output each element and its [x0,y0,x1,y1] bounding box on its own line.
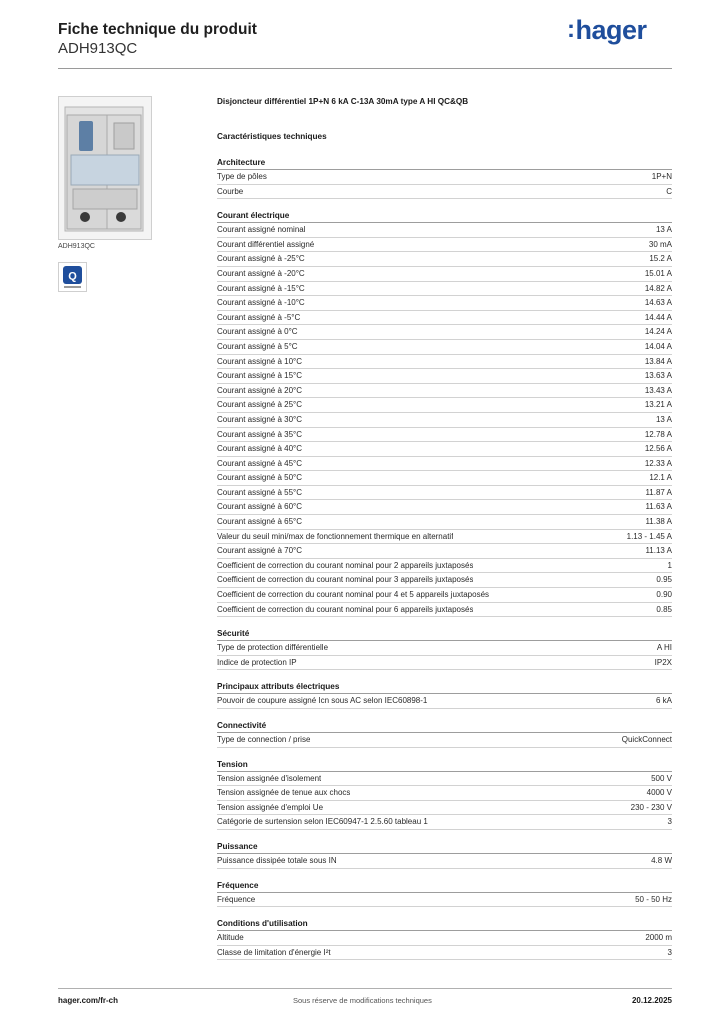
spec-label: Coefficient de correction du courant nominal pour 2 appareils juxtaposés [217,560,474,570]
spec-label: Coefficient de correction du courant nominal pour 4 et 5 appareils juxtaposés [217,590,490,600]
logo-text: hager [575,15,647,45]
spec-row [217,311,672,326]
spec-label: Courant assigné à 70°C [217,546,303,556]
logo-colon: : [567,16,575,43]
spec-label: Puissance dissipée totale sous IN [217,855,337,865]
spec-value: 13.84 A [644,356,672,366]
section-rows [217,694,672,709]
spec-row [217,267,672,282]
spec-sections [217,156,672,960]
spec-label: Courant assigné nominal [217,225,306,235]
spec-value: 13 A [655,225,672,235]
spec-row [217,296,672,311]
footer-disclaimer: Sous réserve de modifications techniques [293,996,432,1005]
spec-label: Courant assigné à -15°C [217,283,305,293]
spec-row [217,544,672,559]
spec-row [217,893,672,908]
page-title: Fiche technique du produit [58,21,257,38]
spec-row [217,325,672,340]
product-image [58,96,152,240]
spec-row [217,515,672,530]
header-divider [58,68,672,69]
spec-row [217,854,672,869]
spec-value: 11.87 A [645,487,672,497]
spec-label: Courant assigné à 10°C [217,356,303,366]
spec-label: Courant assigné à 35°C [217,429,303,439]
spec-row [217,238,672,253]
section-title: Connectivité [217,719,672,733]
spec-value: 4.8 W [651,855,672,865]
spec-label: Courant assigné à 15°C [217,371,303,381]
spec-row [217,946,672,961]
spec-value: 14.44 A [644,312,672,322]
spec-label: Courant assigné à 55°C [217,487,303,497]
spec-value: 13.63 A [644,371,672,381]
spec-value: 230 - 230 V [630,802,672,812]
spec-row [217,185,672,200]
spec-row [217,530,672,545]
spec-label: Catégorie de surtension selon IEC60947-1 2.5.60 tableau 1 [217,817,428,827]
section-title: Sécurité [217,627,672,641]
spec-label: Courant assigné à 30°C [217,414,303,424]
spec-row [217,694,672,709]
spec-row [217,500,672,515]
spec-value: 12.1 A [649,473,672,483]
spec-row [217,457,672,472]
spec-label: Tension assignée d'emploi Ue [217,802,324,812]
spec-row [217,442,672,457]
spec-label: Courant assigné à -10°C [217,298,305,308]
spec-label: Courbe [217,186,244,196]
spec-row [217,931,672,946]
spec-row [217,603,672,618]
spec-label: Courant assigné à 50°C [217,473,303,483]
spec-label: Indice de protection IP [217,657,297,667]
spec-value: 12.56 A [644,444,672,454]
product-description: Disjoncteur différentiel 1P+N 6 kA C-13A 30mA type A HI QC&QB [217,97,469,106]
spec-value: IP2X [654,657,672,667]
spec-label: Altitude [217,933,244,943]
spec-label: Coefficient de correction du courant nominal pour 3 appareils juxtaposés [217,575,474,585]
section-rows [217,931,672,960]
spec-label: Fréquence [217,894,256,904]
spec-row [217,398,672,413]
spec-label: Courant assigné à -25°C [217,254,305,264]
spec-value: 4000 V [646,788,672,798]
spec-value: QuickConnect [621,735,672,744]
spec-value: 2000 m [645,933,672,943]
spec-value: 11.13 A [645,546,672,556]
section-title: Fréquence [217,879,672,893]
spec-value: 6 kA [655,696,672,706]
image-caption: ADH913QC [58,243,95,250]
spec-value: 12.78 A [644,429,672,439]
spec-label: Courant différentiel assigné [217,239,315,249]
spec-value: 14.63 A [644,298,672,308]
qc-icon-label: Q [68,270,77,283]
spec-value: 0.90 [656,590,672,600]
spec-row [217,573,672,588]
section-title: Conditions d'utilisation [217,917,672,931]
spec-row [217,656,672,671]
spec-label: Courant assigné à -20°C [217,268,305,278]
section-title: Tension [217,758,672,772]
spec-value: 3 [667,947,672,957]
spec-row [217,641,672,656]
spec-value: 15.01 A [644,268,672,278]
spec-row [217,428,672,443]
spec-value: 1.13 - 1.45 A [626,531,672,541]
section-rows [217,223,672,617]
spec-row [217,486,672,501]
spec-row [217,772,672,787]
spec-value: 12.33 A [644,458,672,468]
spec-value: 0.85 [656,604,672,614]
section-title: Courant électrique [217,209,672,223]
spec-label: Type de protection différentielle [217,643,329,653]
spec-label: Coefficient de correction du courant nominal pour 6 appareils juxtaposés [217,604,474,614]
spec-label: Courant assigné à 60°C [217,502,303,512]
spec-label: Courant assigné à 5°C [217,341,298,351]
section-rows [217,772,672,830]
spec-value: 14.24 A [644,327,672,337]
spec-value: 500 V [651,773,672,783]
spec-row [217,170,672,185]
spec-content [217,96,672,970]
spec-value: 1 [667,560,672,570]
spec-row [217,223,672,238]
spec-label: Valeur du seuil mini/max de fonctionnement thermique en alternatif [217,531,454,541]
spec-label: Courant assigné à 45°C [217,458,303,468]
spec-row [217,815,672,830]
spec-row [217,588,672,603]
spec-row [217,355,672,370]
section-rows [217,854,672,869]
spec-value: 50 - 50 Hz [635,894,672,904]
spec-row [217,786,672,801]
spec-label: Tension assignée d'isolement [217,773,322,783]
spec-label: Courant assigné à 40°C [217,444,303,454]
spec-value: 1P+N [651,172,672,181]
spec-value: 14.04 A [644,341,672,351]
footer-date: 20.12.2025 [631,996,672,1005]
section-rows [217,733,672,748]
spec-value: 11.63 A [645,502,672,512]
spec-label: Type de connection / prise [217,735,311,744]
spec-value: 13.21 A [644,400,672,410]
spec-row [217,384,672,399]
section-rows [217,893,672,908]
spec-value: 15.2 A [649,254,672,264]
spec-label: Courant assigné à 65°C [217,517,303,527]
spec-value: 3 [667,817,672,827]
spec-value: 0.95 [656,575,672,585]
spec-row [217,733,672,748]
spec-row [217,369,672,384]
section-rows [217,170,672,199]
section-rows [217,641,672,670]
footer-divider [58,988,672,989]
spec-value: C [666,186,672,196]
tech-title: Caractéristiques techniques [217,132,327,141]
footer-website-link[interactable]: hager.com/fr-ch [58,996,119,1005]
spec-label: Type de pôles [217,172,267,181]
spec-row [217,252,672,267]
spec-label: Courant assigné à 0°C [217,327,298,337]
spec-row [217,559,672,574]
spec-row [217,471,672,486]
spec-label: Pouvoir de coupure assigné Icn sous AC selon IEC60898-1 [217,696,428,706]
spec-label: Courant assigné à -5°C [217,312,301,322]
section-title: Architecture [217,156,672,170]
product-reference: ADH913QC [58,40,138,57]
section-title: Puissance [217,840,672,854]
spec-value: 13.43 A [644,385,672,395]
spec-value: 11.38 A [645,517,672,527]
spec-value: 13 A [655,414,672,424]
spec-label: Courant assigné à 20°C [217,385,303,395]
hager-logo[interactable] [567,15,647,46]
spec-value: A HI [656,643,672,653]
spec-row [217,282,672,297]
spec-label: Courant assigné à 25°C [217,400,303,410]
quickconnect-icon [58,262,87,292]
section-title: Principaux attributs électriques [217,680,672,694]
spec-label: Classe de limitation d'énergie I²t [217,947,331,957]
spec-value: 30 mA [648,239,672,249]
spec-label: Tension assignée de tenue aux chocs [217,788,351,798]
spec-value: 14.82 A [644,283,672,293]
spec-row [217,413,672,428]
spec-row [217,801,672,816]
spec-row [217,340,672,355]
